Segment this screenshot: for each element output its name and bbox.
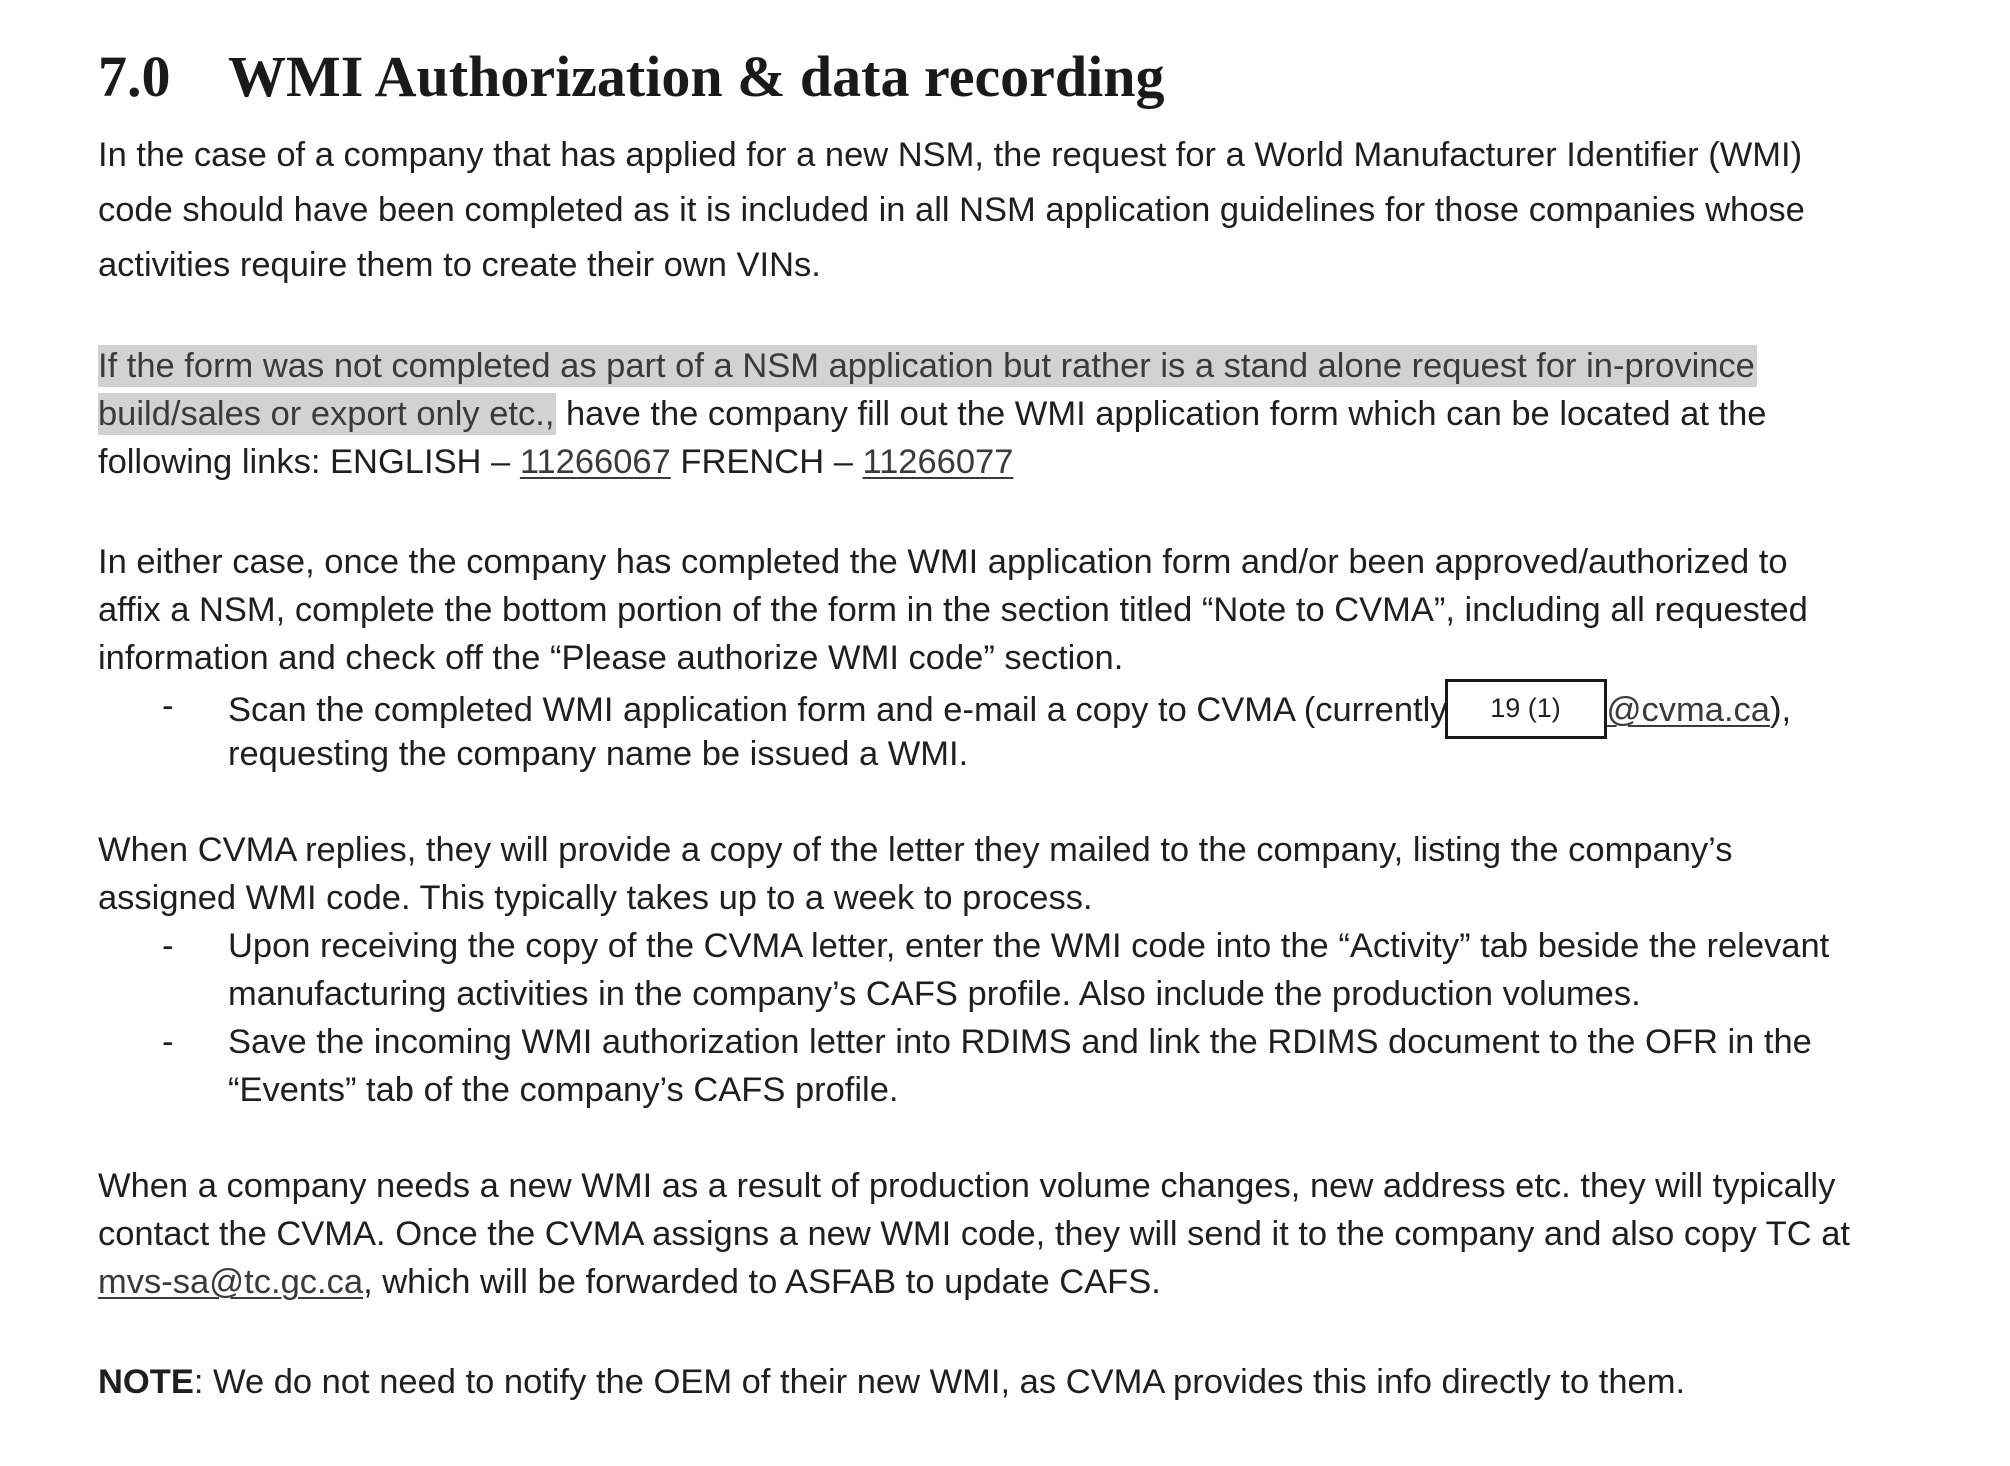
either-case-line: information and check off the “Please authorize WMI code” section. — [98, 639, 1124, 677]
either-case-line: In either case, once the company has completed the WMI application form and/or been approved/authorized to — [98, 543, 1788, 581]
new-wmi-line-3 — [98, 1258, 1850, 1306]
bullet-text: “Events” tab of the company’s CAFS profile. — [228, 1071, 899, 1109]
section-number: 7.0 — [98, 44, 171, 109]
new-wmi-line-3-text: , which will be forwarded to ASFAB to update CAFS. — [363, 1263, 1161, 1301]
bullet-text: Upon receiving the copy of the CVMA letter, enter the WMI code into the “Activity” tab beside the relevant — [228, 927, 1830, 965]
section-heading — [98, 44, 1165, 110]
section-title: WMI Authorization & data recording — [228, 44, 1165, 109]
form-line-3 — [98, 438, 1766, 486]
form-line-2 — [98, 390, 1766, 438]
highlighted-text: build/sales or export only etc., — [98, 395, 555, 433]
note-paragraph — [98, 1358, 1685, 1406]
links-prefix: following links: ENGLISH – — [98, 443, 520, 481]
english-form-link[interactable]: 11266067 — [519, 443, 671, 481]
cvma-replies-line: When CVMA replies, they will provide a copy of the letter they mailed to the company, listing the company’s — [98, 831, 1733, 869]
bullet-item-rdims-continued — [98, 1066, 1829, 1114]
bullet-dash: - — [162, 687, 174, 725]
bullet-item-scan-continued — [98, 730, 1808, 778]
cvma-replies-line: assigned WMI code. This typically takes up to a week to process. — [98, 879, 1093, 917]
bullet-item-scan — [98, 682, 1808, 730]
form-line-2-text: have the company fill out the WMI application form which can be located at the — [556, 395, 1767, 433]
either-case-line: affix a NSM, complete the bottom portion of the form in the section titled “Note to CVMA”, including all requested — [98, 591, 1808, 629]
bullet-item-activity-continued — [98, 970, 1829, 1018]
note-label: NOTE — [98, 1363, 194, 1401]
bullet-dash: - — [162, 1023, 174, 1061]
either-case-paragraph — [98, 538, 1808, 778]
note-text: : We do not need to notify the OEM of their new WMI, as CVMA provides this info directly to them. — [193, 1363, 1686, 1401]
intro-line: code should have been completed as it is included in all NSM application guidelines for those companies whose — [98, 191, 1805, 229]
form-paragraph — [98, 342, 1766, 486]
new-wmi-paragraph — [98, 1162, 1850, 1306]
bullet-text: requesting the company name be issued a WMI. — [228, 735, 969, 773]
bullet-text: Save the incoming WMI authorization letter into RDIMS and link the RDIMS document to the OFR in the — [228, 1023, 1812, 1061]
french-label: FRENCH – — [670, 443, 863, 481]
bullet-text: Scan the completed WMI application form and e-mail a copy to CVMA (currently — [228, 691, 1448, 730]
bullet-text: manufacturing activities in the company’s CAFS profile. Also include the production volumes. — [228, 975, 1641, 1013]
intro-paragraph — [98, 128, 1805, 293]
redaction-box: 19 (1) — [1445, 679, 1607, 739]
cvma-email-link[interactable]: @cvma.ca — [1606, 691, 1770, 730]
bullet-item-rdims — [98, 1018, 1829, 1066]
french-form-link[interactable]: 11266077 — [862, 443, 1014, 481]
intro-line: activities require them to create their own VINs. — [98, 246, 821, 284]
new-wmi-line: contact the CVMA. Once the CVMA assigns a new WMI code, they will send it to the company and also copy TC at — [98, 1215, 1851, 1253]
mvs-sa-email-link[interactable]: mvs-sa@tc.gc.ca — [98, 1263, 364, 1301]
intro-line: In the case of a company that has applied for a new NSM, the request for a World Manufacturer Identifier (WMI) — [98, 136, 1803, 174]
note-line — [98, 1358, 1685, 1406]
bullet-item-activity — [98, 922, 1829, 970]
form-line-1 — [98, 342, 1766, 390]
highlighted-text: If the form was not completed as part of a NSM application but rather is a stand alone request for in-province — [98, 347, 1755, 385]
new-wmi-line: When a company needs a new WMI as a result of production volume changes, new address etc. they will typically — [98, 1167, 1836, 1205]
cvma-replies-paragraph — [98, 826, 1829, 1114]
bullet-dash: - — [162, 927, 174, 965]
bullet-text-end: ), — [1770, 691, 1792, 730]
